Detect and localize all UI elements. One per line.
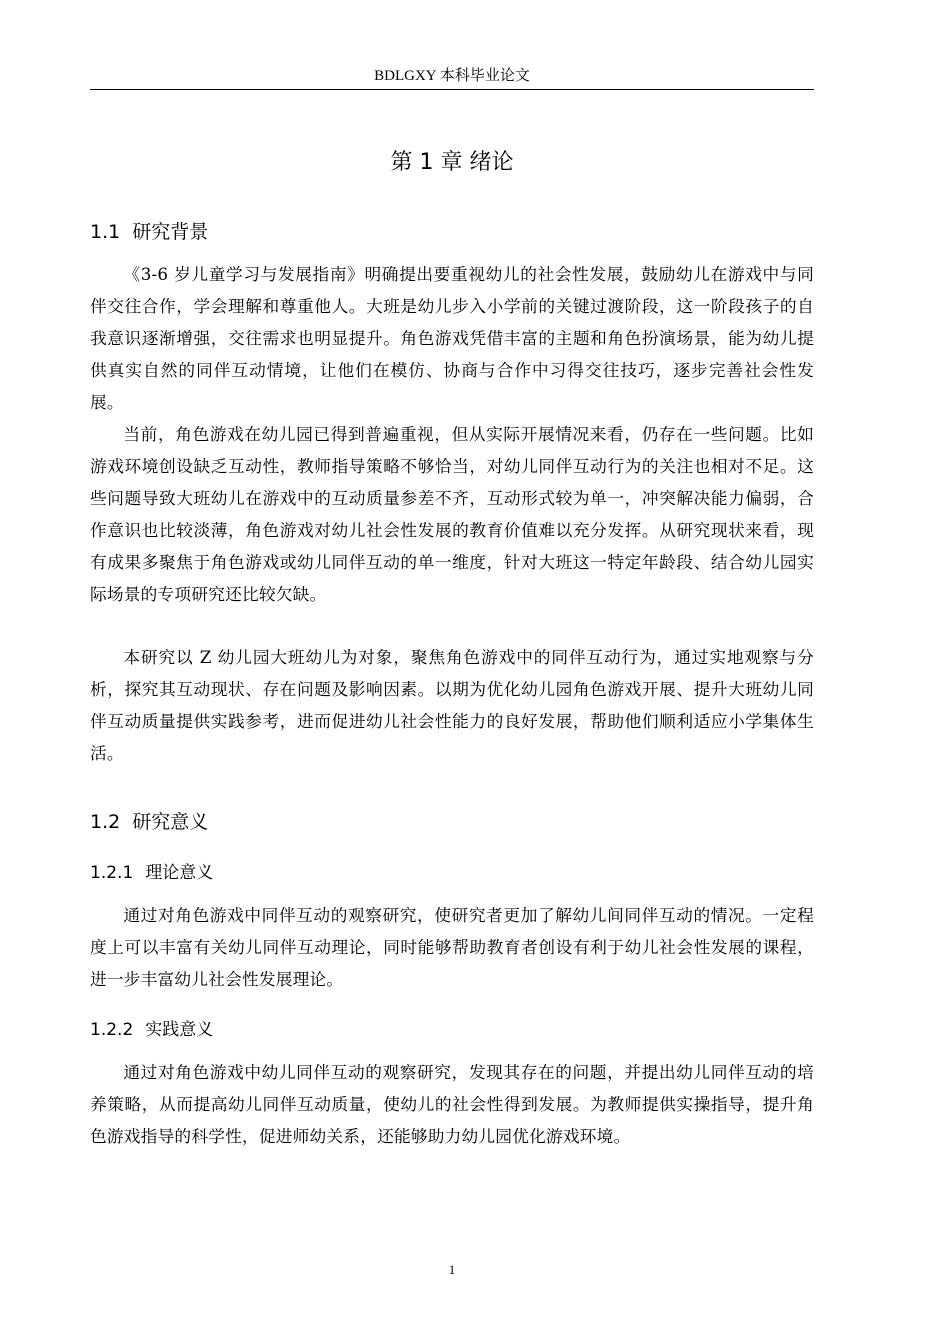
section-number: 1.2 bbox=[90, 811, 121, 833]
paragraph-practice: 通过对角色游戏中幼儿同伴互动的观察研究，发现其存在的问题，并提出幼儿同伴互动的培养策略，从而提高幼儿同伴互动质量，使幼儿的社会性得到发展。为教师提供实操指导，提升角色游戏指导的科学性，促进师幼关系，还能够助力幼儿园优化游戏环境。 bbox=[90, 1062, 814, 1146]
paragraph-background-3: 本研究以 Z 幼儿园大班幼儿为对象，聚焦角色游戏中的同伴互动行为，通过实地观察与分析，探究其互动现状、存在问题及影响因素。以期为优化幼儿园角色游戏开展、提升大班幼儿同伴互动质量提供实践参考，进而促进幼儿社会性能力的良好发展，帮助他们顺利适应小学集体生活。 bbox=[90, 647, 814, 763]
page-number: 1 bbox=[448, 1262, 456, 1277]
paragraph-background-1: 《3-6 岁儿童学习与发展指南》明确提出要重视幼儿的社会性发展，鼓励幼儿在游戏中与同伴交往合作，学会理解和尊重他人。大班是幼儿步入小学前的关键过渡阶段，这一阶段孩子的自我意识逐渐增强，交往需求也明显提升。角色游戏凭借丰富的主题和角色扮演场景，能为幼儿提供真实自然的同伴互动情境，让他们在模仿、协商与合作中习得交往技巧，逐步完善社会性发展。 bbox=[90, 264, 814, 412]
section-heading-background bbox=[90, 218, 208, 246]
header-rule bbox=[90, 89, 814, 90]
section-title: 研究背景 bbox=[132, 221, 209, 243]
section-number: 1.1 bbox=[90, 221, 121, 243]
subsection-number: 1.2.2 bbox=[90, 1020, 134, 1040]
chapter-title: 第 1 章 绪论 bbox=[390, 150, 514, 175]
subsection-number: 1.2.1 bbox=[90, 863, 134, 883]
section-heading-significance bbox=[90, 808, 208, 836]
section-title: 研究意义 bbox=[132, 811, 209, 833]
subsection-title: 实践意义 bbox=[145, 1020, 214, 1040]
running-header: BDLGXY 本科毕业论文 bbox=[374, 68, 530, 84]
subsection-heading-theory bbox=[90, 860, 213, 886]
subsection-heading-practice bbox=[90, 1017, 213, 1043]
paragraph-theory: 通过对角色游戏中同伴互动的观察研究，使研究者更加了解幼儿间同伴互动的情况。一定程度上可以丰富有关幼儿同伴互动理论，同时能够帮助教育者创设有利于幼儿社会性发展的课程，进一步丰富幼儿社会性发展理论。 bbox=[90, 905, 814, 989]
subsection-title: 理论意义 bbox=[145, 863, 214, 883]
paragraph-background-2: 当前，角色游戏在幼儿园已得到普遍重视，但从实际开展情况来看，仍存在一些问题。比如游戏环境创设缺乏互动性，教师指导策略不够恰当，对幼儿同伴互动行为的关注也相对不足。这些问题导致大班幼儿在游戏中的互动质量参差不齐，互动形式较为单一，冲突解决能力偏弱，合作意识也比较淡薄，角色游戏对幼儿社会性发展的教育价值难以充分发挥。从研究现状来看，现有成果多聚焦于角色游戏或幼儿同伴互动的单一维度，针对大班这一特定年龄段、结合幼儿园实际场景的专项研究还比较欠缺。 bbox=[90, 424, 814, 604]
